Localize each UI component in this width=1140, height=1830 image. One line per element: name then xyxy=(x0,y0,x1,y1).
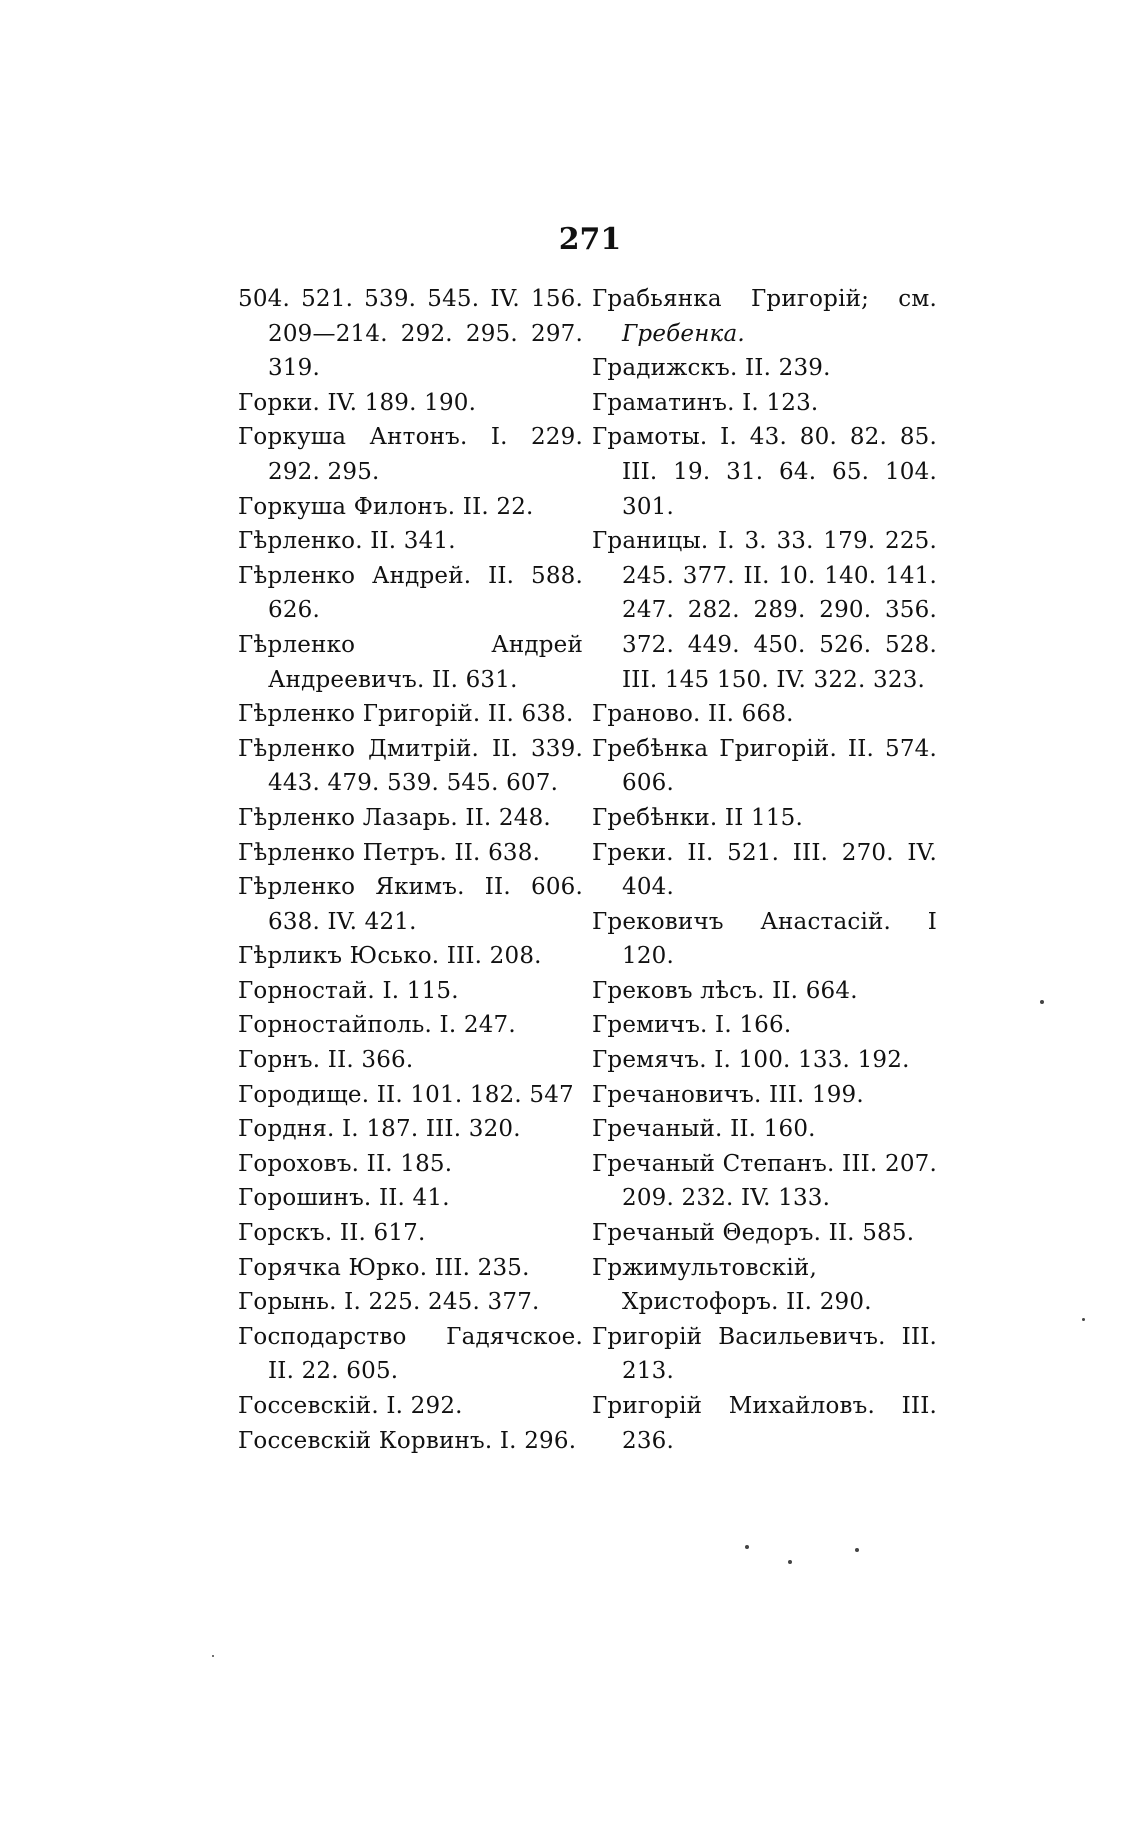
index-entry: Грековичъ Анастасій. I 120. xyxy=(592,908,937,970)
index-entry: Горкуша Филонъ. II. 22. xyxy=(238,493,534,520)
index-column-left xyxy=(238,282,583,1458)
scan-speck xyxy=(788,1560,792,1564)
scan-speck xyxy=(855,1548,859,1552)
index-entry: Границы. I. 3. 33. 179. 225. 245. 377. II. 10. 140. 141. 247. 282. 289. 290. 356. 372. 449. 450. 526. 528. III. 145 150. IV. 322. 323. xyxy=(592,528,937,693)
index-entry: Горячка Юрко. III. 235. xyxy=(238,1254,530,1281)
index-entry: Гребѣнки. II 115. xyxy=(592,804,804,831)
index-entry: Григорій Михайловъ. III. 236. xyxy=(592,1393,937,1454)
index-entry: Горынь. I. 225. 245. 377. xyxy=(238,1289,540,1316)
index-entry: Госсевскій Корвинъ. I. 296. xyxy=(238,1427,577,1454)
index-entry: Гѣрленко Дмитрій. II. 339. 443. 479. 539. 545. 607. xyxy=(238,735,583,797)
index-entry: Гѣрленко Лазарь. II. 248. xyxy=(238,804,551,831)
scan-speck xyxy=(745,1545,749,1549)
index-entry: Гѣрленко. II. 341. xyxy=(238,528,456,555)
scan-speck xyxy=(1082,1318,1085,1321)
index-entry: Городище. II. 101. 182. 547 xyxy=(238,1081,574,1108)
index-entry: Гремичъ. I. 166. xyxy=(592,1012,792,1039)
index-entry: Гороховъ. II. 185. xyxy=(238,1150,453,1177)
index-entry: Горкуша Антонъ. I. 229. 292. 295. xyxy=(238,424,583,485)
index-entry: Григорій Васильевичъ. III. 213. xyxy=(592,1323,937,1385)
index-entry: Градижскъ. II. 239. xyxy=(592,355,831,382)
index-entry: Гречановичъ. III. 199. xyxy=(592,1081,864,1108)
index-entry: Горнъ. II. 366. xyxy=(238,1047,414,1074)
index-entry: Гѣрленко Якимъ. II. 606. 638. IV. 421. xyxy=(238,874,583,935)
index-entry: Гѣрленко Андрей. II. 588. 626. xyxy=(238,562,583,624)
index-entry: Горскъ. II. 617. xyxy=(238,1220,426,1247)
index-entry: Гремячъ. I. 100. 133. 192. xyxy=(592,1047,910,1074)
entry-text: Грабьянка Григорій; см. xyxy=(592,286,937,312)
index-entry: Гѣрленко Андрей Андреевичъ. II. 631. xyxy=(238,631,583,693)
index-entry: Гѣрленко Петръ. II. 638. xyxy=(238,839,541,866)
index-entry: Господарство Гадячское. II. 22. 605. xyxy=(238,1323,583,1385)
index-entry: 504. 521. 539. 545. IV. 156. 209—214. 292. 295. 297. 319. xyxy=(238,286,583,382)
index-entry xyxy=(592,282,937,351)
index-entry: Граново. II. 668. xyxy=(592,701,794,728)
index-entry: Гречаный. II. 160. xyxy=(592,1116,816,1143)
scan-speck xyxy=(1040,1000,1044,1004)
index-entry: Гречаный Θедоръ. II. 585. xyxy=(592,1220,915,1247)
index-entry: Гржимультовскій, Христофоръ. II. 290. xyxy=(592,1254,872,1316)
page-number: 271 xyxy=(558,222,622,257)
index-entry: Гордня. I. 187. III. 320. xyxy=(238,1116,521,1143)
cross-reference: Гребенка. xyxy=(622,320,745,347)
index-entry: Греки. II. 521. III. 270. IV. 404. xyxy=(592,839,937,901)
index-entry: Гребѣнка Григорій. II. 574. 606. xyxy=(592,735,937,797)
scan-speck xyxy=(212,1655,214,1657)
index-entry: Госсевскій. I. 292. xyxy=(238,1393,463,1419)
index-entry: Горки. IV. 189. 190. xyxy=(238,389,477,416)
index-entry: Гѣрликъ Юсько. III. 208. xyxy=(238,943,542,970)
index-entry: Горошинъ. II. 41. xyxy=(238,1185,450,1212)
index-column-right xyxy=(592,282,937,1458)
index-entry: Гречаный Степанъ. III. 207. 209. 232. IV. 133. xyxy=(592,1150,937,1212)
index-entry: Гѣрленко Григорій. II. 638. xyxy=(238,701,574,728)
index-entry: Горностайполь. I. 247. xyxy=(238,1012,516,1039)
index-entry: Горностай. I. 115. xyxy=(238,977,459,1004)
index-entry: Грамоты. I. 43. 80. 82. 85. III. 19. 31. 64. 65. 104. 301. xyxy=(592,424,937,520)
index-entry: Граматинъ. I. 123. xyxy=(592,389,819,416)
index-entry: Грековъ лѣсъ. II. 664. xyxy=(592,977,858,1004)
